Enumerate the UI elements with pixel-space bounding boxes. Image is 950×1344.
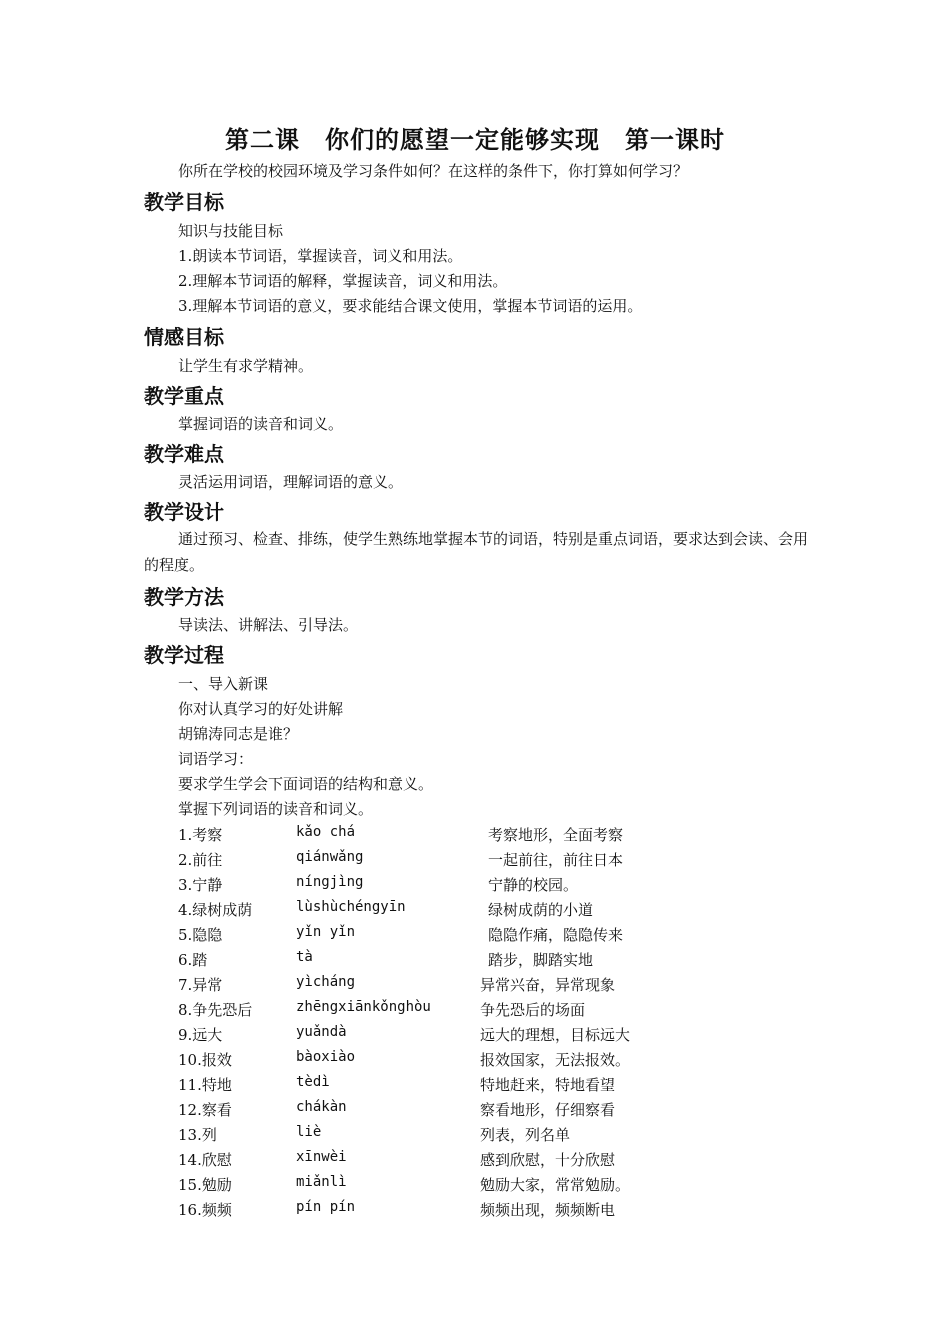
heading-difficulty: 教学难点 [144,442,224,466]
vocab-pinyin: chákàn [296,1099,347,1115]
vocab-word: 3.宁静 [178,876,223,894]
vocab-word: 6.踏 [178,951,208,969]
heading-emotion: 情感目标 [144,325,224,349]
vocab-word: 8.争先恐后 [178,1001,253,1019]
vocab-example: 勉励大家，常常勉励。 [480,1176,631,1194]
process-line: 词语学习： [178,750,254,768]
vocab-example: 绿树成荫的小道 [488,901,594,919]
vocab-example: 考察地形，全面考察 [488,826,624,844]
vocab-example: 踏步，脚踏实地 [488,951,594,969]
heading-method: 教学方法 [144,585,224,609]
vocab-word: 5.隐隐 [178,926,223,944]
vocab-word: 4.绿树成荫 [178,901,253,919]
page-title: 第二课 你们的愿望一定能够实现 第一课时 [225,126,725,154]
process-line: 一、导入新课 [178,675,269,693]
heading-key: 教学重点 [144,384,224,408]
vocab-pinyin: tà [296,949,313,965]
difficulty-text: 灵活运用词语，理解词语的意义。 [178,473,404,491]
vocab-example: 感到欣慰，十分欣慰 [480,1151,616,1169]
vocab-pinyin: qiánwǎng [296,849,364,865]
vocab-pinyin: xīnwèi [296,1149,347,1165]
design-text: 通过预习、检查、排练，使学生熟练地掌握本节的词语，特别是重点词语，要求达到会读、会用的程度。 [144,530,809,574]
goals-line: 2.理解本节词语的解释，掌握读音，词义和用法。 [178,272,508,290]
vocab-pinyin: kǎo chá [296,824,356,840]
heading-goals: 教学目标 [144,190,224,214]
vocab-pinyin: liè [296,1124,322,1140]
vocab-pinyin: miǎnlì [296,1174,347,1190]
vocab-word: 2.前往 [178,851,223,869]
intro-text: 你所在学校的校园环境及学习条件如何？在这样的条件下，你打算如何学习？ [178,162,689,180]
process-line: 你对认真学习的好处讲解 [178,700,344,718]
process-line: 胡锦涛同志是谁？ [178,725,299,743]
vocab-pinyin: lùshùchéngyīn [296,899,406,915]
vocab-example: 远大的理想，目标远大 [480,1026,631,1044]
vocab-pinyin: tèdì [296,1074,330,1090]
key-text: 掌握词语的读音和词义。 [178,415,344,433]
heading-design: 教学设计 [144,500,224,524]
vocab-pinyin: yǐn yǐn [296,924,356,940]
vocab-word: 12.察看 [178,1101,232,1119]
heading-process: 教学过程 [144,643,224,667]
vocab-word: 9.远大 [178,1026,223,1044]
vocab-pinyin: yìcháng [296,974,356,990]
goals-line: 1.朗读本节词语，掌握读音，词义和用法。 [178,247,463,265]
vocab-word: 10.报效 [178,1051,232,1069]
vocab-example: 一起前往，前往日本 [488,851,624,869]
vocab-example: 隐隐作痛，隐隐传来 [488,926,624,944]
vocab-word: 1.考察 [178,826,223,844]
emotion-text: 让学生有求学精神。 [178,357,314,375]
process-line: 要求学生学会下面词语的结构和意义。 [178,775,434,793]
vocab-word: 15.勉励 [178,1176,232,1194]
vocab-example: 频频出现，频频断电 [480,1201,616,1219]
vocab-pinyin: bàoxiào [296,1049,356,1065]
goals-line: 知识与技能目标 [178,222,284,240]
vocab-example: 报效国家，无法报效。 [480,1051,631,1069]
vocab-example: 争先恐后的场面 [480,1001,586,1019]
vocab-word: 11.特地 [178,1076,232,1094]
vocab-word: 14.欣慰 [178,1151,232,1169]
process-line: 掌握下列词语的读音和词义。 [178,800,374,818]
vocab-word: 16.频频 [178,1201,232,1219]
vocab-pinyin: pín pín [296,1199,356,1215]
vocab-example: 宁静的校园。 [488,876,579,894]
method-text: 导读法、讲解法、引导法。 [178,616,359,634]
vocab-pinyin: yuǎndà [296,1024,347,1040]
vocab-example: 列表，列名单 [480,1126,571,1144]
vocab-example: 特地赶来，特地看望 [480,1076,616,1094]
vocab-example: 异常兴奋，异常现象 [480,976,616,994]
vocab-word: 13.列 [178,1126,217,1144]
goals-line: 3.理解本节词语的意义，要求能结合课文使用，掌握本节词语的运用。 [178,297,643,315]
vocab-example: 察看地形，仔细察看 [480,1101,616,1119]
vocab-word: 7.异常 [178,976,223,994]
vocab-pinyin: zhēngxiānkǒnghòu [296,999,431,1015]
vocab-pinyin: níngjìng [296,874,364,890]
